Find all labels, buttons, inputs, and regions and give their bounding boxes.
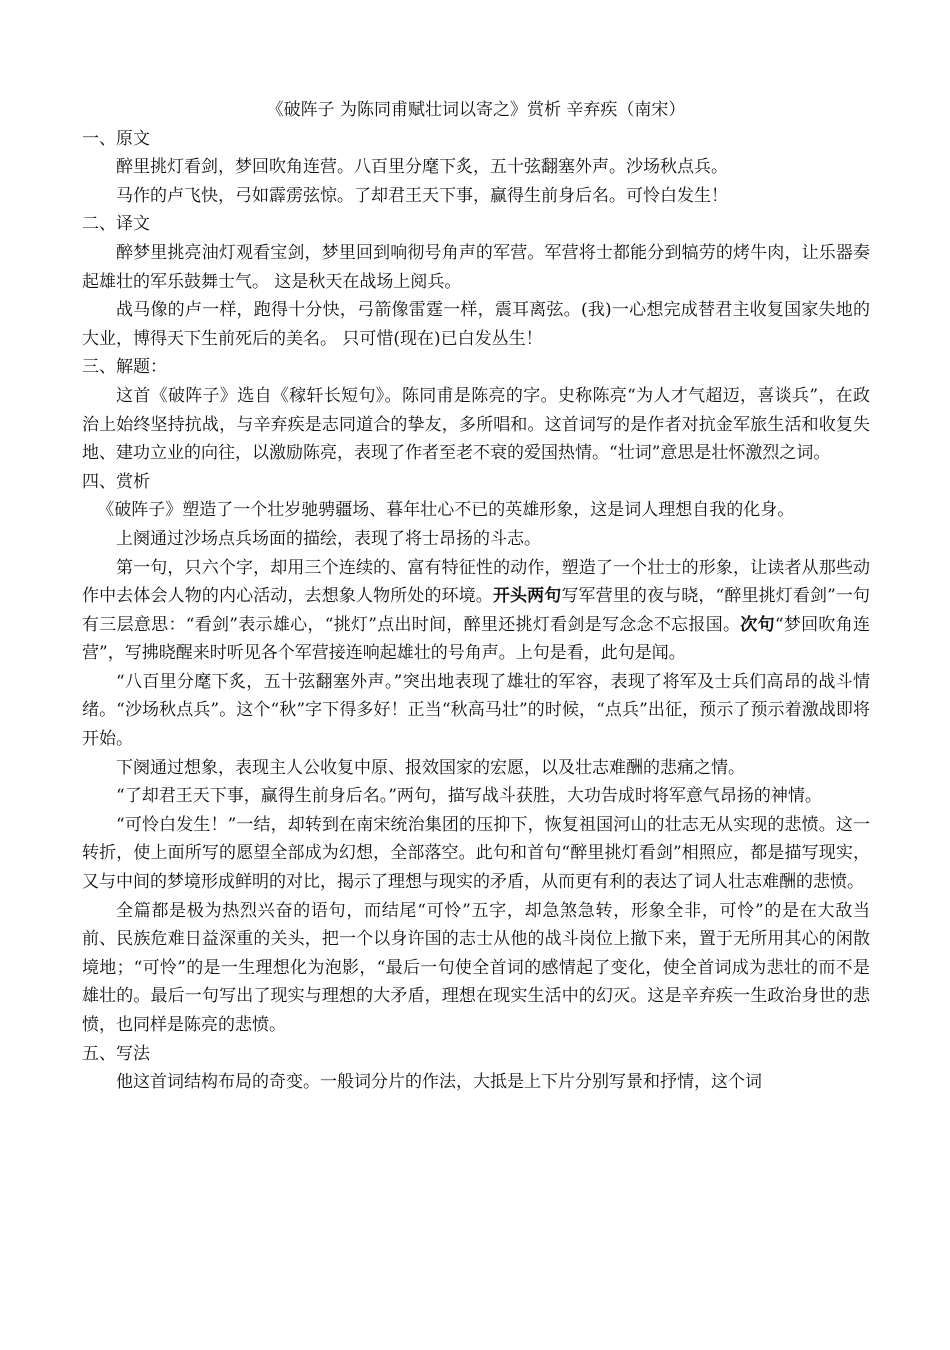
- appreciation-paragraph-4: “八百里分麾下炙，五十弦翻塞外声。”突出地表现了雄壮的军容，表现了将军及士兵们高昂的战斗情绪。“沙场秋点兵”。这个“秋”字下得多好！正当“秋高马壮”的时候，“点兵”出征，预示了预示着激战即将开始。: [82, 671, 870, 750]
- paragraph-text: 第一句，只六个字，却用三个连续的、富有特征性的动作，塑造了一个壮士的形象，让读者从那些动作中去体会人物的内心活动，去想象人物所处的环境。: [82, 557, 870, 607]
- appreciation-paragraph-1: 《破阵子》塑造了一个壮岁驰骋疆场、暮年壮心不已的英雄形象，这是词人理想自我的化身。: [97, 500, 795, 521]
- appreciation-paragraph-8: 全篇都是极为热烈兴奋的语句，而结尾“可怜”五字，却急煞急转，形象全非，可怜”的是在大敌当前、民族危难日益深重的关头，把一个以身许国的志士从他的战斗岗位上撤下来，置于无所用其心的闲散境地；“可怜”的是一生理想化为泡影，“最后一句使全首词的感情起了变化，使全首词成为悲壮的而不是雄壮的。最后一句写出了现实与理想的大矛盾，理想在现实生活中的幻灭。这是辛弃疾一生政治身世的悲愤，也同样是陈亮的悲愤。: [82, 900, 870, 1035]
- section-heading-explanation: 三、解题：: [82, 357, 167, 378]
- appreciation-paragraph-5: 下阕通过想象，表现主人公收复中原、报效国家的宏愿，以及壮志难酬的悲痛之情。: [116, 757, 745, 778]
- appreciation-paragraph-7: “可怜白发生！”一结，却转到在南宋统治集团的压抑下，恢复祖国河山的壮志无从实现的悲愤。这一转折，使上面所写的愿望全部成为幻想，全部落空。此句和首句“醉里挑灯看剑”相照应，都是描写现实，又与中间的梦境形成鲜明的对比，揭示了理想与现实的矛盾，从而更有利的表达了词人壮志难酬的悲愤。: [82, 814, 870, 893]
- appreciation-paragraph-3: [82, 554, 870, 668]
- section-heading-translation: 二、译文: [82, 214, 150, 235]
- section-heading-writing-style: 五、写法: [82, 1043, 150, 1064]
- appreciation-paragraph-2: 上阕通过沙场点兵场面的描绘，表现了将士昂扬的斗志。: [116, 528, 541, 549]
- paragraph-text: “梦回吹角连营”，写拂晓醒来时听见各个军营接连响起雄壮的号角声。上句是看，此句是闻。: [82, 614, 870, 664]
- original-text-line-2: 马作的卢飞快，弓如霹雳弦惊。了却君王天下事，赢得生前身后名。可怜白发生！: [116, 185, 728, 206]
- original-text-line-1: 醉里挑灯看剑，梦回吹角连营。八百里分麾下炙，五十弦翻塞外声。沙场秋点兵。: [116, 157, 728, 178]
- bold-phrase-second-line: 次句: [740, 614, 775, 635]
- appreciation-paragraph-6: “了却君王天下事，赢得生前身后名。”两句，描写战斗获胜，大功告成时将军意气昂扬的神情。: [116, 786, 822, 807]
- writing-style-paragraph: 他这首词结构布局的奇变。一般词分片的作法，大抵是上下片分别写景和抒情，这个词: [116, 1072, 762, 1093]
- document-title: 《破阵子 为陈同甫赋壮词以寄之》赏析 辛弃疾（南宋）: [266, 100, 686, 120]
- translation-paragraph-2: 战马像的卢一样，跑得十分快，弓箭像雷霆一样，震耳离弦。(我)一心想完成替君主收复国家失地的大业，博得天下生前死后的美名。 只可惜(现在)已白发丛生！: [82, 300, 870, 349]
- explanation-paragraph: 这首《破阵子》选自《稼轩长短句》。陈同甫是陈亮的字。史称陈亮“为人才气超迈，喜谈兵”，在政治上始终坚持抗战，与辛弃疾是志同道合的挚友，多所唱和。这首词写的是作者对抗金军旅生活和收复失地、建功立业的向往，以激励陈亮，表现了作者至老不衰的爱国热情。“壮词”意思是壮怀激烈之词。: [82, 385, 870, 464]
- paragraph-text: 写军营里的夜与晓，“醉里挑灯看剑”一句有三层意思：“看剑”表示雄心，“挑灯”点出时间，醉里还挑灯看剑是写念念不忘报国。: [82, 586, 871, 635]
- translation-paragraph-1: 醉梦里挑亮油灯观看宝剑，梦里回到响彻号角声的军营。军营将士都能分到犒劳的烤牛肉，让乐器奏起雄壮的军乐鼓舞士气。 这是秋天在战场上阅兵。: [82, 242, 870, 292]
- section-heading-original: 一、原文: [82, 128, 150, 149]
- bold-phrase-opening-lines: 开头两句: [492, 586, 562, 607]
- section-heading-appreciation: 四、赏析: [82, 471, 150, 492]
